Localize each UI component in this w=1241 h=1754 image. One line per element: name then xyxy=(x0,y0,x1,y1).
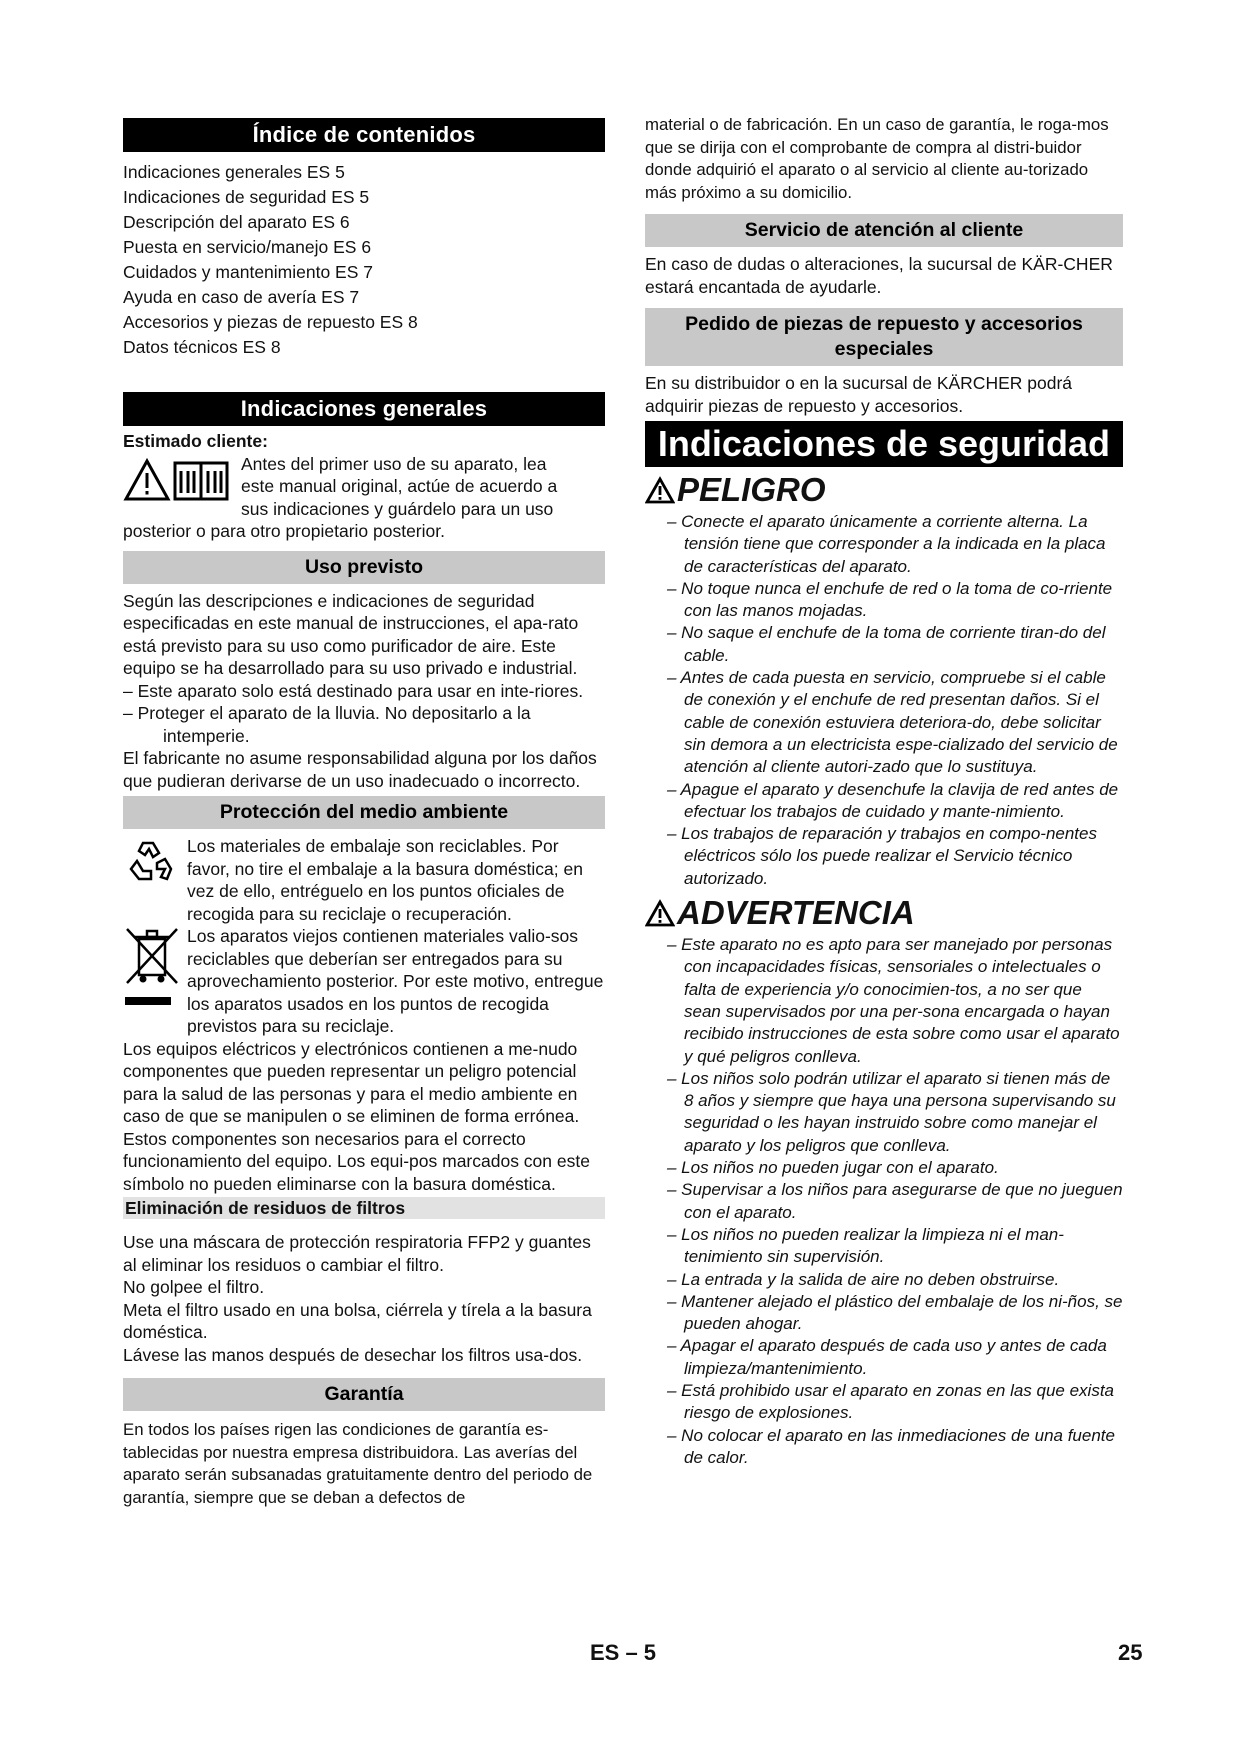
recycle-text: Los materiales de embalaje son reciclables. Por favor, no tire el embalaje a la basura doméstica; en vez de ello, entréguelo en los puntos oficiales de recogida para su reciclaje o recuperación. xyxy=(187,836,583,924)
warning-item: – Está prohibido usar el aparato en zonas en las que exista riesgo de explosiones. xyxy=(667,1380,1115,1423)
toc-item[interactable]: Accesorios y piezas de repuesto ES 8 xyxy=(123,312,418,332)
customer-label: Estimado cliente: xyxy=(123,431,268,451)
warning-item: – Los niños solo podrán utilizar el aparato si tienen más de 8 años y siempre que haya una persona supervisando su seguridad o les hayan instruido sobre como manejar el aparato y los peligros que conlleva. xyxy=(667,1068,1116,1155)
toc-item[interactable]: Cuidados y mantenimiento ES 7 xyxy=(123,262,373,282)
footer-page-number: 25 xyxy=(1118,1640,1143,1665)
warning-item: – Supervisar a los niños para asegurarse de que no jueguen con el aparato. xyxy=(667,1180,1123,1222)
weee-notice xyxy=(123,925,605,1038)
general-heading: Indicaciones generales xyxy=(123,392,605,426)
intro-line: este manual original, actúe de acuerdo a xyxy=(241,476,558,496)
intended-use-text: Según las descripciones e indicaciones de seguridad especificadas en este manual de instrucciones, el apa-rato está previsto para su uso como purificador de aire. Este equipo se ha desarrollado para su uso privado e industrial. xyxy=(123,590,579,678)
danger-item: – Antes de cada puesta en servicio, compruebe si el cable de conexión y el enchufe de red presentan daños. Si el cable de conexión estuviera deteriora-do, debe solicitar sin demora a un electricista espe-cializado del servicio de atención al cliente autori-zado que lo sustituya. xyxy=(667,668,1118,777)
warning-read-manual-icon xyxy=(123,453,233,503)
warning-heading xyxy=(645,894,1123,932)
warning-item: – La entrada y la salida de aire no deben obstruirse. xyxy=(667,1269,1060,1289)
filters-text: Lávese las manos después de desechar los filtros usa-dos. xyxy=(123,1344,583,1365)
environment-heading: Protección del medio ambiente xyxy=(123,796,605,829)
recycle-notice xyxy=(123,835,605,925)
toc-item[interactable]: Puesta en servicio/manejo ES 6 xyxy=(123,237,372,257)
intro-line: Antes del primer uso de su aparato, lea xyxy=(241,453,547,474)
footer-section-page: ES – 5 xyxy=(590,1640,657,1665)
toc-item[interactable]: Indicaciones de seguridad ES 5 xyxy=(123,187,370,207)
warranty-text-continued: material o de fabricación. En un caso de garantía, le roga-mos que se dirija con el comprobante de compra al distri-buidor donde adquirió el aparato o al servicio al cliente au-torizado más próximo a su domicilio. xyxy=(645,115,1109,202)
filters-text: Use una máscara de protección respiratoria FFP2 y guantes al eliminar los residuos o cambiar el filtro. xyxy=(123,1232,591,1275)
danger-item: – Apague el aparato y desenchufe la clavija de red antes de efectuar los trabajos de cuidado y mante-nimiento. xyxy=(667,779,1119,821)
warning-triangle-icon xyxy=(645,476,675,504)
filters-text: Meta el filtro usado en una bolsa, ciérrela y tírela a la basura doméstica. xyxy=(123,1299,592,1342)
danger-label: PELIGRO xyxy=(677,471,826,508)
parts-text: En su distribuidor o en la sucursal de KÄRCHER podrá adquirir piezas de repuesto y accesorios. xyxy=(645,373,1073,416)
service-text: En caso de dudas o alteraciones, la sucursal de KÄR-CHER estará encantada de ayudarle. xyxy=(645,254,1113,297)
danger-item: – No saque el enchufe de la toma de corriente tiran-do del cable. xyxy=(667,623,1106,665)
danger-item: – No toque nunca el enchufe de red o la toma de co-rriente con las manos mojadas. xyxy=(667,578,1113,621)
right-column xyxy=(645,115,1123,1469)
weee-text: Los aparatos viejos contienen materiales valio-sos reciclables que deberían ser entregados para su aprovechamiento posterior. Por este motivo, entregue los aparatos usados en los puntos de recogida previstos para su reciclaje. xyxy=(187,926,604,1036)
warning-label: ADVERTENCIA xyxy=(677,894,915,932)
warning-item: – Mantener alejado el plástico del embalaje de los ni-ños, se pueden ahogar. xyxy=(667,1291,1123,1334)
left-column xyxy=(123,118,605,1509)
parts-heading: Pedido de piezas de repuesto y accesorios especiales xyxy=(645,308,1123,366)
filters-text: No golpee el filtro. xyxy=(123,1277,265,1297)
intended-use-heading: Uso previsto xyxy=(123,551,605,584)
warning-item: – Los niños no pueden jugar con el aparato. xyxy=(667,1158,999,1178)
warranty-text: En todos los países rigen las condiciones de garantía es-tablecidas por nuestra empresa distribuidora. Las averías del aparato serán subsanadas gratuitamente dentro del periodo de garantía, siempre que se deban a defectos de xyxy=(123,1420,593,1507)
crossed-bin-icon xyxy=(123,925,183,1011)
intro-line: sus indicaciones y guárdelo para un uso xyxy=(241,498,554,519)
electronics-text: Los equipos eléctricos y electrónicos contienen a me-nudo componentes que pueden representar un peligro potencial para la salud de las personas y para el medio ambiente en caso de que se manipulen o se eliminen de forma errónea. Estos componentes son necesarios para el correcto funcionamiento del equipo. Los equi-pos marcados con este símbolo no pueden eliminarse con la basura doméstica. xyxy=(123,1038,590,1194)
recycle-icon xyxy=(123,835,183,895)
danger-item: – Conecte el aparato únicamente a corriente alterna. La tensión tiene que corresponder a la indicada en la placa de características del aparato. xyxy=(667,512,1106,576)
liability-text: El fabricante no asume responsabilidad alguna por los daños que pudieran derivarse de un uso inadecuado o incorrecto. xyxy=(123,748,597,791)
toc-item[interactable]: Indicaciones generales ES 5 xyxy=(123,162,345,182)
intended-use-bullet: – Este aparato solo está destinado para usar en inte-riores. xyxy=(123,680,584,701)
warning-triangle-icon xyxy=(645,899,675,927)
filters-heading: Eliminación de residuos de filtros xyxy=(123,1197,605,1219)
service-heading: Servicio de atención al cliente xyxy=(645,214,1123,247)
safety-heading: Indicaciones de seguridad xyxy=(645,421,1123,467)
danger-heading xyxy=(645,471,1123,509)
warranty-heading: Garantía xyxy=(123,1378,605,1411)
warning-item: – No colocar el aparato en las inmediaciones de una fuente de calor. xyxy=(667,1425,1115,1467)
toc-item[interactable]: Ayuda en caso de avería ES 7 xyxy=(123,287,360,307)
toc-list xyxy=(123,160,605,360)
intended-use-bullet: – Proteger el aparato de la lluvia. No depositarlo a la intemperie. xyxy=(123,703,531,746)
danger-item: – Los trabajos de reparación y trabajos en compo-nentes eléctricos sólo los puede realizar el Servicio técnico autorizado. xyxy=(667,824,1097,888)
intro-line: posterior o para otro propietario posterior. xyxy=(123,521,445,541)
toc-item[interactable]: Datos técnicos ES 8 xyxy=(123,337,281,357)
toc-heading: Índice de contenidos xyxy=(123,118,605,152)
toc-item[interactable]: Descripción del aparato ES 6 xyxy=(123,212,350,232)
warning-item: – Apagar el aparato después de cada uso y antes de cada limpieza/mantenimiento. xyxy=(667,1336,1107,1378)
warning-item: – Este aparato no es apto para ser manejado por personas con incapacidades físicas, sensoriales o intelectuales o falta de experiencia y/o conocimien-tos, a no ser que sean supervisados por una per-sona encargada o hayan recibido instrucciones de esta sobre como usar el aparato y qué peligros conlleva. xyxy=(667,935,1120,1066)
manual-notice xyxy=(123,453,605,521)
warning-item: – Los niños no pueden realizar la limpieza ni el man-tenimiento sin supervisión. xyxy=(667,1224,1064,1267)
